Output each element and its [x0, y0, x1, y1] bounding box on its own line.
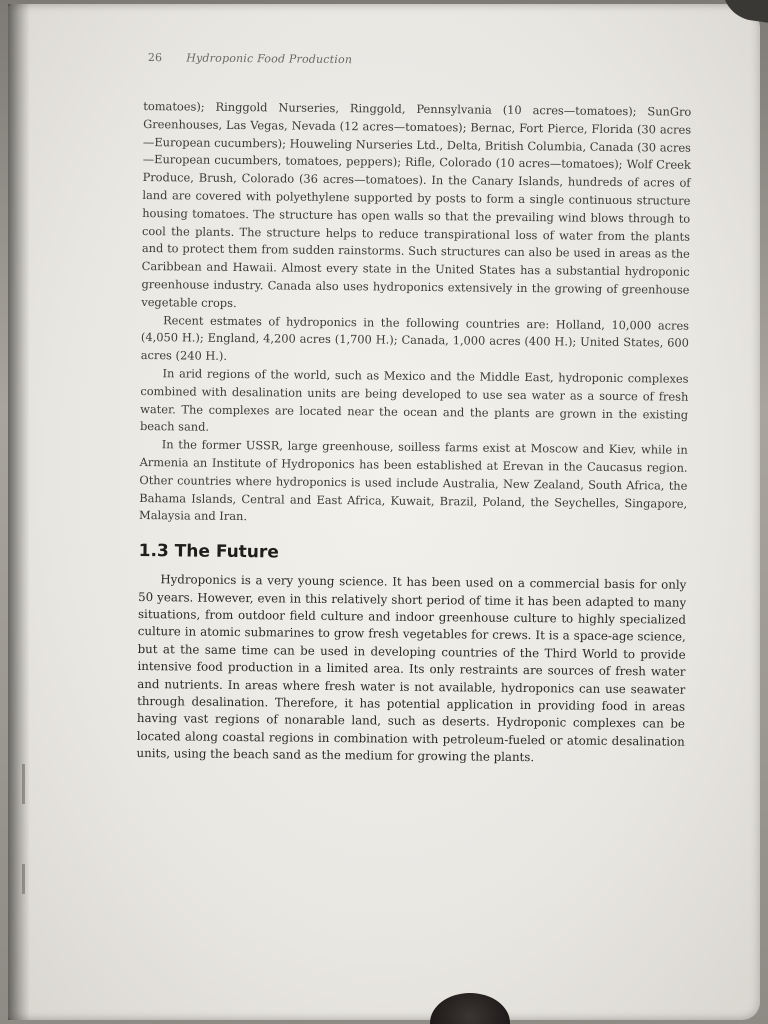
spine-shadow — [8, 4, 30, 1020]
body-text — [139, 98, 691, 531]
page-edge-mark — [22, 864, 25, 894]
paragraph: tomatoes); Ringgold Nurseries, Ringgold, Pennsylvania (10 acres—tomatoes); SunGro Greenhouses, Las Vegas, Nevada (12 acres—tomatoes); Bernac, Fort Pierce, Florida (30 acres—European cucumbers); Houweling Nurseries Ltd., Delta, British Columbia, Canada (30 acres—European cucumbers, tomatoes, peppers); Rifle, Colorado (10 acres—tomatoes); Wolf Creek Produce, Brush, Colorado (36 acres—tomatoes). In the Canary Islands, hundreds of acres of land are covered with polyethylene supported by posts to form a single continuous structure housing tomatoes. The structure has open walls so that the prevailing wind blows through to cool the plants. The structure helps to reduce transpirational loss of water from the plants and to protect them from sudden rainstorms. Such structures can also be used in areas as the Caribbean and Hawaii. Almost every state in the United States has a substantial hydroponic greenhouse industry. Canada also uses hydroponics extensively in the growing of greenhouse vegetable crops. — [141, 98, 692, 310]
paragraph: Recent estmates of hydroponics in the following countries are: Holland, 10,000 acres (4,050 H.); England, 4,200 acres (1,700 H.); Canada, 1,000 acres (400 H.); United States, 600 acres (240 H.). — [140, 312, 690, 364]
section-paragraph: Hydroponics is a very young science. It has been used on a commercial basis for only 50 years. However, even in this relatively short period of time it has been adapted to many situations, from outdoor field culture and indoor greenhouse culture to highly specialized culture in atomic submarines to grow fresh vegetables for crews. It is a space-age science, but at the same time can be used in developing countries of the Third World to provide intensive food production in a limited area. Its only restraints are sources of fresh water and nutrients. In areas where fresh water is not available, hydroponics can use seawater through desalination. Therefore, it has potential application in providing food in areas having vast regions of nonarable land, such as deserts. Hydroponic complexes can be located along coastal regions in combination with petroleum-fueled or atomic desalination units, using the beach sand as the medium for growing the plants. — [136, 572, 687, 765]
book-page — [8, 4, 760, 1020]
page-number: 26 — [147, 50, 163, 64]
page-edge-mark — [22, 764, 25, 804]
running-head-title: Hydroponic Food Production — [186, 50, 353, 66]
paragraph: In arid regions of the world, such as Mexico and the Middle East, hydroponic complexes combined with desalination units are being developed to use sea water as a source of fresh water. The complexes are located near the ocean and the plants are grown in the existing beach sand. — [139, 366, 689, 435]
paragraph: In the former USSR, large greenhouse, soilless farms exist at Moscow and Kiev, while in Armenia an Institute of Hydroponics has been established at Erevan in the Caucasus region. Other countries where hydroponics is used include Australia, New Zealand, South Africa, the Bahama Islands, Central and East Africa, Kuwait, Brazil, Poland, the Seychelles, Singapore, Malaysia and Iran. — [138, 437, 688, 524]
section-heading: 1.3 The Future — [138, 541, 279, 563]
page-content — [136, 44, 691, 768]
running-header — [148, 44, 692, 76]
